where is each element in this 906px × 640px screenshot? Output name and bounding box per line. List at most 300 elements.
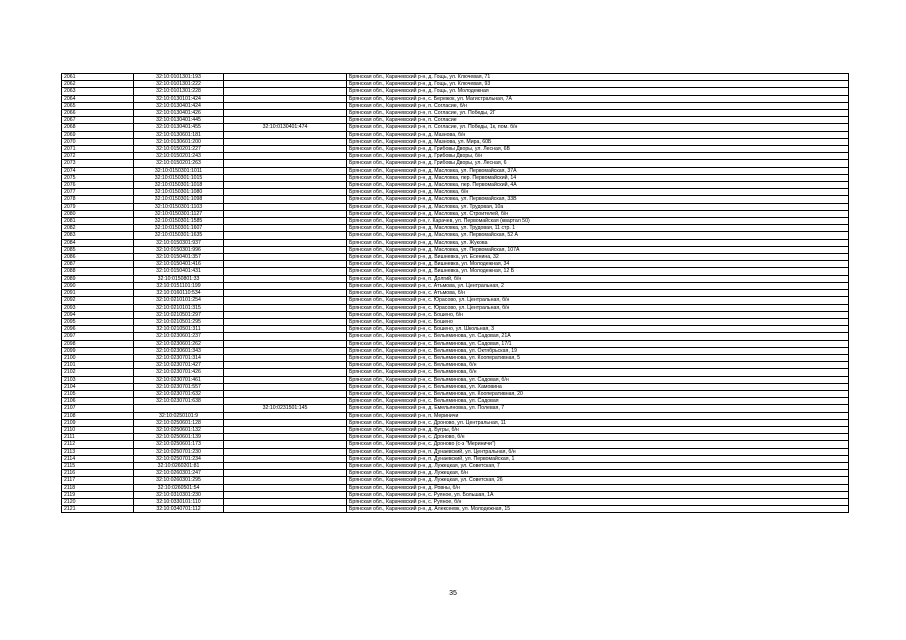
table-row	[62, 376, 849, 383]
cadastral-number-cell: 32:10:0250601:132	[134, 426, 224, 433]
cadastral-number-cell: 32:10:0150301:1098	[134, 196, 224, 203]
cadastral-number-cell: 32:10:0230701:314	[134, 354, 224, 361]
row-number-cell: 2062	[62, 81, 134, 88]
related-cadastral-number-cell	[224, 232, 347, 239]
address-cell: Брянская обл., Карачевский р-н, с. Руяное, ул. Большая, 1А	[347, 491, 849, 498]
row-number-cell: 2103	[62, 376, 134, 383]
cadastral-number-cell: 32:10:0250601:139	[134, 434, 224, 441]
cadastral-number-cell: 32:10:0210501:311	[134, 326, 224, 333]
related-cadastral-number-cell	[224, 189, 347, 196]
table-row	[62, 390, 849, 397]
related-cadastral-number-cell	[224, 498, 347, 505]
related-cadastral-number-cell	[224, 275, 347, 282]
register-table	[61, 73, 849, 513]
row-number-cell: 2081	[62, 218, 134, 225]
address-cell: Брянская обл., Карачевский р-н, п. Согласие, ул. Победы, 2Г	[347, 110, 849, 117]
row-number-cell: 2075	[62, 174, 134, 181]
related-cadastral-number-cell	[224, 376, 347, 383]
cadastral-number-cell: 32:10:0250701:230	[134, 448, 224, 455]
address-cell: Брянская обл., Карачевский р-н, г. Карачев, ул. Первомайская (квартал 50)	[347, 218, 849, 225]
row-number-cell: 2086	[62, 254, 134, 261]
address-cell: Брянская обл., Карачевский р-н, с. Вельяминова, ул. Кооперативная, 20	[347, 390, 849, 397]
table-row	[62, 441, 849, 448]
cadastral-number-cell: 32:10:0250101:9	[134, 412, 224, 419]
cadastral-number-cell: 32:10:0160110:534	[134, 290, 224, 297]
row-number-cell: 2082	[62, 225, 134, 232]
address-cell: Брянская обл., Карачевский р-н, с. Вельяминова, ул. Кооперативная, 5	[347, 354, 849, 361]
table-row	[62, 455, 849, 462]
table-row	[62, 498, 849, 505]
table-row	[62, 275, 849, 282]
related-cadastral-number-cell	[224, 390, 347, 397]
cadastral-number-cell: 32:10:0150301:1103	[134, 203, 224, 210]
cadastral-number-cell: 32:10:0101301:193	[134, 74, 224, 81]
table-row	[62, 117, 849, 124]
table-row	[62, 261, 849, 268]
cadastral-number-cell: 32:10:0150301:1607	[134, 225, 224, 232]
address-cell: Брянская обл., Карачевский р-н, д. Ровны, б/н	[347, 484, 849, 491]
cadastral-number-cell: 32:10:0230701:426	[134, 369, 224, 376]
table-row	[62, 174, 849, 181]
cadastral-number-cell: 32:10:0230701:638	[134, 398, 224, 405]
table-row	[62, 290, 849, 297]
row-number-cell: 2092	[62, 297, 134, 304]
row-number-cell: 2080	[62, 210, 134, 217]
row-number-cell: 2095	[62, 318, 134, 325]
table-row	[62, 419, 849, 426]
address-cell: Брянская обл., Карачевский р-н, д. Масловка, ул. Первомайская, 33В	[347, 196, 849, 203]
row-number-cell: 2107	[62, 405, 134, 412]
related-cadastral-number-cell	[224, 102, 347, 109]
row-number-cell: 2105	[62, 390, 134, 397]
row-number-cell: 2077	[62, 189, 134, 196]
row-number-cell: 2063	[62, 88, 134, 95]
cadastral-number-cell: 32:10:0150301:1635	[134, 232, 224, 239]
related-cadastral-number-cell	[224, 362, 347, 369]
row-number-cell: 2113	[62, 448, 134, 455]
related-cadastral-number-cell	[224, 261, 347, 268]
row-number-cell: 2064	[62, 95, 134, 102]
row-number-cell: 2115	[62, 462, 134, 469]
table-row	[62, 369, 849, 376]
row-number-cell: 2087	[62, 261, 134, 268]
row-number-cell: 2065	[62, 102, 134, 109]
cadastral-number-cell: 32:10:0250701:234	[134, 455, 224, 462]
table-row	[62, 326, 849, 333]
related-cadastral-number-cell	[224, 340, 347, 347]
address-cell: Брянская обл., Карачевский р-н, д. Масловка, ул. Жукова	[347, 239, 849, 246]
row-number-cell: 2109	[62, 419, 134, 426]
row-number-cell: 2100	[62, 354, 134, 361]
row-number-cell: 2069	[62, 131, 134, 138]
cadastral-number-cell: 32:10:0130401:424	[134, 102, 224, 109]
related-cadastral-number-cell	[224, 74, 347, 81]
related-cadastral-number-cell	[224, 484, 347, 491]
row-number-cell: 2072	[62, 153, 134, 160]
row-number-cell: 2098	[62, 340, 134, 347]
related-cadastral-number-cell	[224, 88, 347, 95]
related-cadastral-number-cell	[224, 153, 347, 160]
related-cadastral-number-cell	[224, 138, 347, 145]
address-cell: Брянская обл., Карачевский р-н, с. Вельяминова, ул. Садовая, б/н	[347, 376, 849, 383]
row-number-cell: 2074	[62, 167, 134, 174]
cadastral-number-cell: 32:10:0150201:243	[134, 153, 224, 160]
address-cell: Брянская обл., Карачевский р-н, д. Гощь, ул. Ключевая, 71	[347, 74, 849, 81]
cadastral-number-cell: 32:10:0260201:81	[134, 462, 224, 469]
address-cell: Брянская обл., Карачевский р-н, с. Атъмова, б/н	[347, 290, 849, 297]
row-number-cell: 2096	[62, 326, 134, 333]
row-number-cell: 2119	[62, 491, 134, 498]
table-row	[62, 405, 849, 412]
address-cell: Брянская обл., Карачевский р-н, с. Вельяминова, б/н	[347, 362, 849, 369]
table-row	[62, 398, 849, 405]
row-number-cell: 2099	[62, 347, 134, 354]
cadastral-number-cell: 32:10:0151101:199	[134, 282, 224, 289]
related-cadastral-number-cell	[224, 434, 347, 441]
related-cadastral-number-cell	[224, 354, 347, 361]
row-number-cell: 2106	[62, 398, 134, 405]
cadastral-number-cell: 32:10:0230601:343	[134, 347, 224, 354]
table-row	[62, 239, 849, 246]
cadastral-number-cell: 32:10:0150301:1015	[134, 174, 224, 181]
address-cell: Брянская обл., Карачевский р-н, с. Бошено, ул. Школьная, 3	[347, 326, 849, 333]
address-cell: Брянская обл., Карачевский р-н, д. Грибовы Дворы, б/н	[347, 153, 849, 160]
cadastral-number-cell: 32:10:0150301:1585	[134, 218, 224, 225]
related-cadastral-number-cell: 32:10:0130401:474	[224, 124, 347, 131]
table-row	[62, 448, 849, 455]
table-row	[62, 434, 849, 441]
row-number-cell: 2073	[62, 160, 134, 167]
related-cadastral-number-cell	[224, 282, 347, 289]
cadastral-number-cell: 32:10:0130401:455	[134, 124, 224, 131]
related-cadastral-number-cell	[224, 146, 347, 153]
table-row	[62, 225, 849, 232]
table-row	[62, 81, 849, 88]
row-number-cell: 2085	[62, 246, 134, 253]
related-cadastral-number-cell	[224, 81, 347, 88]
address-cell: Брянская обл., Карачевский р-н, д. Лужецкая, ул. Советская, 26	[347, 477, 849, 484]
address-cell: Брянская обл., Карачевский р-н, п. Согласие	[347, 117, 849, 124]
address-cell: Брянская обл., Карачевский р-н, д. Масловка, пер. Первомайский, 4А	[347, 182, 849, 189]
address-cell: Брянская обл., Карачевский р-н, с. Бошено, б/н	[347, 311, 849, 318]
row-number-cell: 2088	[62, 268, 134, 275]
address-cell: Брянская обл., Карачевский р-н, п. Мериничи	[347, 412, 849, 419]
cadastral-number-cell: 32:10:0330101:110	[134, 498, 224, 505]
related-cadastral-number-cell	[224, 448, 347, 455]
related-cadastral-number-cell: 32:10:0231501:145	[224, 405, 347, 412]
row-number-cell: 2078	[62, 196, 134, 203]
related-cadastral-number-cell	[224, 210, 347, 217]
cadastral-number-cell: 32:10:0150301:937	[134, 239, 224, 246]
cadastral-number-cell: 32:10:0150301:1080	[134, 189, 224, 196]
address-cell: Брянская обл., Карачевский р-н, с. Вельяминова, ул. Садовая	[347, 398, 849, 405]
address-cell: Брянская обл., Карачевский р-н, д. Гощь, ул. Молодежная	[347, 88, 849, 95]
related-cadastral-number-cell	[224, 491, 347, 498]
table-row	[62, 232, 849, 239]
row-number-cell: 2118	[62, 484, 134, 491]
table-row	[62, 203, 849, 210]
cadastral-number-cell: 32:10:0150401:431	[134, 268, 224, 275]
related-cadastral-number-cell	[224, 174, 347, 181]
related-cadastral-number-cell	[224, 239, 347, 246]
related-cadastral-number-cell	[224, 160, 347, 167]
table-row	[62, 189, 849, 196]
row-number-cell: 2108	[62, 412, 134, 419]
row-number-cell: 2084	[62, 239, 134, 246]
address-cell: Брянская обл., Карачевский р-н, с. Руяное, б/н	[347, 498, 849, 505]
address-cell: Брянская обл., Карачевский р-н, с. Вельяминова, б/н	[347, 369, 849, 376]
cadastral-number-cell: 32:10:0101301:228	[134, 88, 224, 95]
table-row	[62, 426, 849, 433]
row-number-cell: 2111	[62, 434, 134, 441]
cadastral-number-cell: 32:10:0130601:200	[134, 138, 224, 145]
address-cell: Брянская обл., Карачевский р-н, п. Дунаевский, ул. Центральная, б/н	[347, 448, 849, 455]
row-number-cell: 2102	[62, 369, 134, 376]
table-row	[62, 462, 849, 469]
table-row	[62, 254, 849, 261]
address-cell: Брянская обл., Карачевский р-н, с. Атъмова, ул. Центральная, 2	[347, 282, 849, 289]
address-cell: Брянская обл., Карачевский р-н, д. Масловка, ул. Первомайская, 37А	[347, 167, 849, 174]
row-number-cell: 2067	[62, 117, 134, 124]
related-cadastral-number-cell	[224, 304, 347, 311]
row-number-cell: 2097	[62, 333, 134, 340]
cadastral-number-cell: 32:10:0150801:33	[134, 275, 224, 282]
address-cell: Брянская обл., Карачевский р-н, д. Лужецкая, б/н	[347, 470, 849, 477]
address-cell: Брянская обл., Карачевский р-н, д. Лужецкая, ул. Советская, 7	[347, 462, 849, 469]
table-row	[62, 210, 849, 217]
address-cell: Брянская обл., Карачевский р-н, с. Дроново, ул. Центральная, 11	[347, 419, 849, 426]
table-row	[62, 74, 849, 81]
row-number-cell: 2094	[62, 311, 134, 318]
table-row	[62, 383, 849, 390]
row-number-cell: 2101	[62, 362, 134, 369]
related-cadastral-number-cell	[224, 225, 347, 232]
table-row	[62, 362, 849, 369]
related-cadastral-number-cell	[224, 477, 347, 484]
table-row	[62, 160, 849, 167]
address-cell: Брянская обл., Карачевский р-н, д. Масловка, пер. Первомайский, 14	[347, 174, 849, 181]
related-cadastral-number-cell	[224, 297, 347, 304]
address-cell: Брянская обл., Карачевский р-н, д. Масловка, ул. Первомайская, 52 А	[347, 232, 849, 239]
address-cell: Брянская обл., Карачевский р-н, с. Бережок, ул. Магистральная, 7А	[347, 95, 849, 102]
address-cell: Брянская обл., Карачевский р-н, д. Мазнова, б/н	[347, 131, 849, 138]
address-cell: Брянская обл., Карачевский р-н, с. Вельяминова, ул. Садовая, 21А	[347, 333, 849, 340]
table-row	[62, 470, 849, 477]
related-cadastral-number-cell	[224, 455, 347, 462]
address-cell: Брянская обл., Карачевский р-н, д. Бугры, б/н	[347, 426, 849, 433]
row-number-cell: 2091	[62, 290, 134, 297]
address-cell: Брянская обл., Карачевский р-н, д. Гощь, ул. Ключевая, 93	[347, 81, 849, 88]
related-cadastral-number-cell	[224, 462, 347, 469]
cadastral-number-cell: 32:10:0260501:54	[134, 484, 224, 491]
row-number-cell: 2114	[62, 455, 134, 462]
row-number-cell: 2083	[62, 232, 134, 239]
cadastral-number-cell: 32:10:0230701:632	[134, 390, 224, 397]
cadastral-number-cell: 32:10:0130401:445	[134, 117, 224, 124]
row-number-cell: 2079	[62, 203, 134, 210]
table-row	[62, 153, 849, 160]
cadastral-number-cell: 32:10:0310301:230	[134, 491, 224, 498]
table-row	[62, 88, 849, 95]
cadastral-number-cell: 32:10:0250601:128	[134, 419, 224, 426]
related-cadastral-number-cell	[224, 203, 347, 210]
table-row	[62, 506, 849, 513]
row-number-cell: 2068	[62, 124, 134, 131]
related-cadastral-number-cell	[224, 182, 347, 189]
address-cell: Брянская обл., Карачевский р-н, с. Вельяминова, ул. Садовая, 17/1	[347, 340, 849, 347]
related-cadastral-number-cell	[224, 441, 347, 448]
address-cell: Брянская обл., Карачевский р-н, с. Юрасово, ул. Центральная, б/н	[347, 297, 849, 304]
address-cell: Брянская обл., Карачевский р-н, п. Согласие, б/н	[347, 102, 849, 109]
cadastral-number-cell: 32:10:0230701:461	[134, 376, 224, 383]
related-cadastral-number-cell	[224, 419, 347, 426]
address-cell: Брянская обл., Карачевский р-н, д. Масловка, ул. Трудовая, 10а	[347, 203, 849, 210]
related-cadastral-number-cell	[224, 254, 347, 261]
cadastral-number-cell: 32:10:0340701:112	[134, 506, 224, 513]
related-cadastral-number-cell	[224, 318, 347, 325]
table-row	[62, 347, 849, 354]
row-number-cell: 2110	[62, 426, 134, 433]
row-number-cell: 2104	[62, 383, 134, 390]
address-cell: Брянская обл., Карачевский р-н, с. Вельяминова, ул. Хамовина	[347, 383, 849, 390]
table-row	[62, 246, 849, 253]
table-row	[62, 146, 849, 153]
related-cadastral-number-cell	[224, 167, 347, 174]
table-row	[62, 333, 849, 340]
related-cadastral-number-cell	[224, 268, 347, 275]
table-row	[62, 282, 849, 289]
table-row	[62, 412, 849, 419]
related-cadastral-number-cell	[224, 398, 347, 405]
table-row	[62, 477, 849, 484]
cadastral-number-cell: 32:10:0210101:315	[134, 304, 224, 311]
row-number-cell: 2070	[62, 138, 134, 145]
address-cell: Брянская обл., Карачевский р-н, д. Масловка, ул. Строителей, б/н	[347, 210, 849, 217]
cadastral-number-cell: 32:10:0210501:295	[134, 318, 224, 325]
cadastral-number-cell: 32:10:0130101:424	[134, 95, 224, 102]
related-cadastral-number-cell	[224, 333, 347, 340]
address-cell: Брянская обл., Карачевский р-н, д. Масловка, ул. Трудовая, 11 стр. 1	[347, 225, 849, 232]
cadastral-number-cell: 32:10:0230601:237	[134, 333, 224, 340]
table-row	[62, 218, 849, 225]
cadastral-number-cell: 32:10:0230701:557	[134, 383, 224, 390]
table-row	[62, 102, 849, 109]
page-number: 35	[449, 590, 457, 597]
row-number-cell: 2117	[62, 477, 134, 484]
related-cadastral-number-cell	[224, 196, 347, 203]
row-number-cell: 2093	[62, 304, 134, 311]
related-cadastral-number-cell	[224, 311, 347, 318]
related-cadastral-number-cell	[224, 412, 347, 419]
address-cell: Брянская обл., Карачевский р-н, с. Вельяминова, ул. Октябрьская, 19	[347, 347, 849, 354]
related-cadastral-number-cell	[224, 506, 347, 513]
table-row	[62, 167, 849, 174]
cadastral-number-cell: 32:10:0150301:996	[134, 246, 224, 253]
table-row	[62, 268, 849, 275]
cadastral-number-cell: 32:10:0150401:416	[134, 261, 224, 268]
cadastral-number-cell: 32:10:0260301:295	[134, 477, 224, 484]
row-number-cell: 2112	[62, 441, 134, 448]
related-cadastral-number-cell	[224, 426, 347, 433]
table-row	[62, 318, 849, 325]
table-row	[62, 110, 849, 117]
row-number-cell: 2076	[62, 182, 134, 189]
cadastral-number-cell: 32:10:0230701:427	[134, 362, 224, 369]
cadastral-number-cell: 32:10:0250601:173	[134, 441, 224, 448]
address-cell: Брянская обл., Карачевский р-н, д. Масловка, б/н	[347, 189, 849, 196]
cadastral-number-cell: 32:10:0230601:262	[134, 340, 224, 347]
table-row	[62, 297, 849, 304]
row-number-cell: 2061	[62, 74, 134, 81]
address-cell: Брянская обл., Карачевский р-н, д. Емельяновка, ул. Полевая, 7	[347, 405, 849, 412]
table-row	[62, 131, 849, 138]
address-cell: Брянская обл., Карачевский р-н, д. Грибовы Дворы, ул. Лесная, 6	[347, 160, 849, 167]
row-number-cell: 2090	[62, 282, 134, 289]
address-cell: Брянская обл., Карачевский р-н, д. Грибовы Дворы, ул. Лесная, 6В	[347, 146, 849, 153]
cadastral-number-cell: 32:10:0150301:1018	[134, 182, 224, 189]
address-cell: Брянская обл., Карачевский р-н, д. Вишневка, ул. Молодежная, 12 Б	[347, 268, 849, 275]
cadastral-number-cell: 32:10:0130401:426	[134, 110, 224, 117]
cadastral-number-cell: 32:10:0150301:1011	[134, 167, 224, 174]
table-row	[62, 138, 849, 145]
row-number-cell: 2089	[62, 275, 134, 282]
table-row	[62, 311, 849, 318]
address-cell: Брянская обл., Карачевский р-н, с. Дроново (с-з "Мериничи")	[347, 441, 849, 448]
address-cell: Брянская обл., Карачевский р-н, с. Дроново, б/н	[347, 434, 849, 441]
cadastral-number-cell: 32:10:0150301:1127	[134, 210, 224, 217]
address-cell: Брянская обл., Карачевский р-н, с. Юрасово, ул. Центральная, б/н	[347, 304, 849, 311]
address-cell: Брянская обл., Карачевский р-н, д. Вишневка, ул. Молодежная, 34	[347, 261, 849, 268]
cadastral-number-cell: 32:10:0150201:263	[134, 160, 224, 167]
address-cell: Брянская обл., Карачевский р-н, д. Масловка, ул. Первомайская, 107А	[347, 246, 849, 253]
row-number-cell: 2116	[62, 470, 134, 477]
table-row	[62, 196, 849, 203]
related-cadastral-number-cell	[224, 246, 347, 253]
cadastral-number-cell	[134, 405, 224, 412]
cadastral-number-cell: 32:10:0260301:247	[134, 470, 224, 477]
related-cadastral-number-cell	[224, 347, 347, 354]
related-cadastral-number-cell	[224, 290, 347, 297]
cadastral-number-cell: 32:10:0101301:222	[134, 81, 224, 88]
related-cadastral-number-cell	[224, 131, 347, 138]
table-row	[62, 484, 849, 491]
address-cell: Брянская обл., Карачевский р-н, д. Вишневка, ул. Есенина, 32	[347, 254, 849, 261]
table-row	[62, 354, 849, 361]
address-cell: Брянская обл., Карачевский р-н, п. Согласие, ул. Победы, 1к, пом. б/н	[347, 124, 849, 131]
row-number-cell: 2071	[62, 146, 134, 153]
cadastral-number-cell: 32:10:0150201:227	[134, 146, 224, 153]
row-number-cell: 2121	[62, 506, 134, 513]
address-cell: Брянская обл., Карачевский р-н, д. Мазнова, ул. Мира, 60Б	[347, 138, 849, 145]
related-cadastral-number-cell	[224, 383, 347, 390]
address-cell: Брянская обл., Карачевский р-н, д. Алексеевк, ул. Молодежная, 15	[347, 506, 849, 513]
table-row	[62, 491, 849, 498]
table-row	[62, 304, 849, 311]
cadastral-number-cell: 32:10:0130601:181	[134, 131, 224, 138]
row-number-cell: 2120	[62, 498, 134, 505]
row-number-cell: 2066	[62, 110, 134, 117]
cadastral-number-cell: 32:10:0210101:254	[134, 297, 224, 304]
table-row	[62, 95, 849, 102]
related-cadastral-number-cell	[224, 369, 347, 376]
cadastral-number-cell: 32:10:0150401:357	[134, 254, 224, 261]
table-row	[62, 182, 849, 189]
cadastral-number-cell: 32:10:0210501:297	[134, 311, 224, 318]
related-cadastral-number-cell	[224, 218, 347, 225]
related-cadastral-number-cell	[224, 326, 347, 333]
register-table-body	[62, 74, 849, 513]
related-cadastral-number-cell	[224, 110, 347, 117]
